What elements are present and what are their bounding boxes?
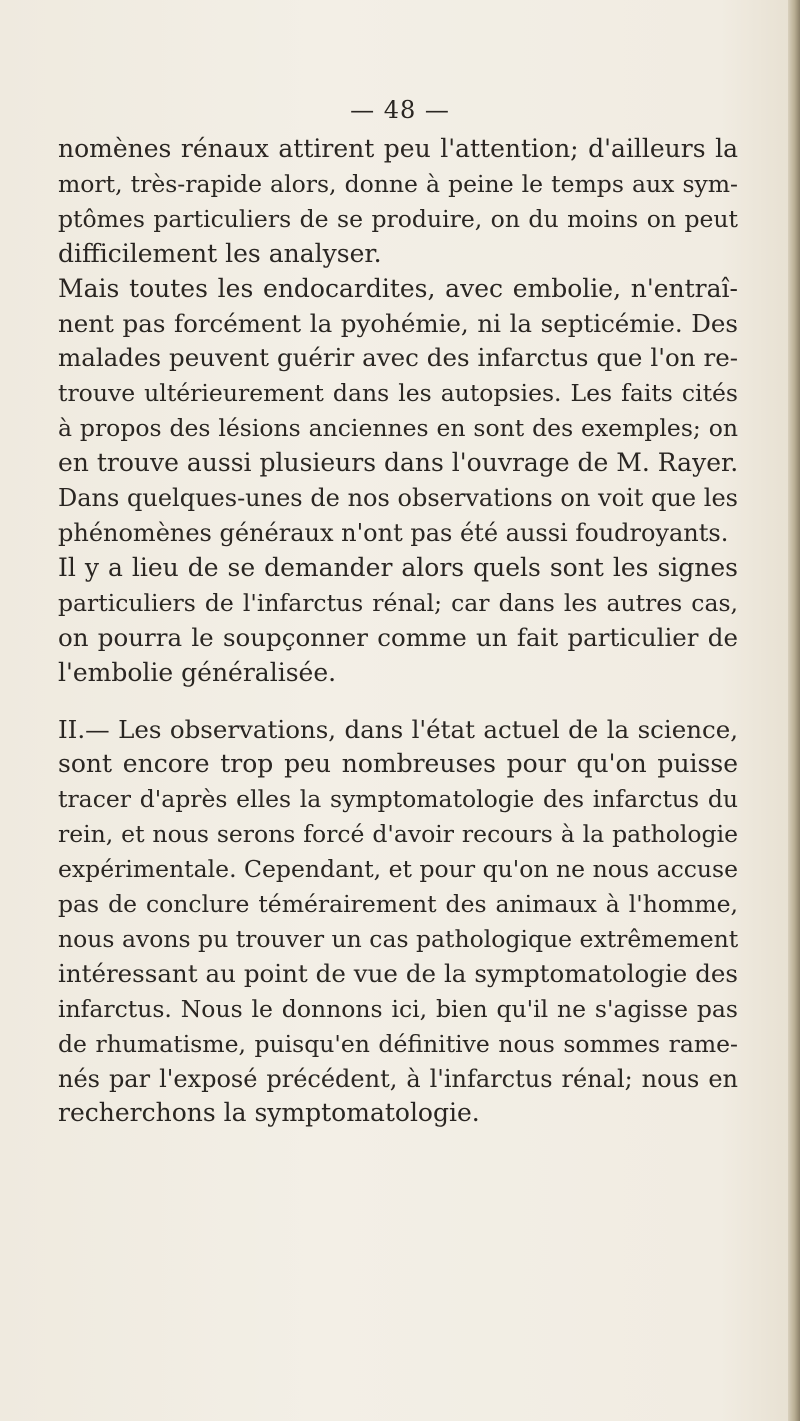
text-line: Mais toutes les endocardites, avec embolie, n'entraî- [58,273,738,303]
text-line: tracer d'après elles la symptomatologie des infarctus du [58,785,738,814]
text-line: expérimentale. Cependant, et pour qu'on ne nous accuse [58,855,738,884]
text-line: phénomènes généraux n'ont pas été aussi foudroyants. [58,518,729,547]
text-line: particuliers de l'infarctus rénal; car dans les autres cas, [58,588,738,617]
text-line: ptômes particuliers de se produire, on du moins on peut [58,204,738,233]
text-line: intéressant au point de vue de la symptomatologie des [58,958,738,988]
text-line: à propos des lésions anciennes en sont des exemples; on [58,414,738,443]
text-line: recherchons la symptomatologie. [58,1098,480,1128]
text-line: mort, très-rapide alors, donne à peine le temps aux sym- [58,169,738,198]
text-line: on pourra le soupçonner comme un fait particulier de [58,622,738,652]
text-line: difficilement les analyser. [58,238,382,268]
text-line: nés par l'exposé précédent, à l'infarctus rénal; nous en [58,1064,738,1093]
text-line: sont encore trop peu nombreuses pour qu'on puisse [58,749,738,779]
text-line: rein, et nous serons forcé d'avoir recours à la pathologie [58,820,738,849]
body-text [58,132,738,1131]
text-line: pas de conclure témérairement des animaux à l'homme, [58,890,738,919]
paragraph [58,551,738,691]
page-number: — 48 — [350,96,450,124]
text-line: trouve ultérieurement dans les autopsies. Les faits cités [58,379,738,408]
text-line: de rhumatisme, puisqu'en définitive nous sommes rame- [58,1029,738,1058]
text-line: nent pas forcément la pyohémie, ni la septicémie. Des [58,308,738,338]
text-line: II.— Les observations, dans l'état actuel de la science, [58,714,738,744]
text-line: Dans quelques-unes de nos observations on voit que les [58,484,738,513]
text-line: en trouve aussi plusieurs dans l'ouvrage de M. Rayer. [58,448,739,478]
text-line: nous avons pu trouver un cas pathologique extrêmement [58,924,739,953]
paragraph [58,713,738,1132]
section-gap [58,691,738,713]
paragraph [58,132,738,272]
text-line: infarctus. Nous le donnons ici, bien qu'il ne s'agisse pas [58,994,738,1023]
text-line: Il y a lieu de se demander alors quels sont les signes [58,552,738,582]
page-edge-shadow [788,0,800,1421]
text-line: l'embolie généralisée. [58,657,337,687]
text-line: malades peuvent guérir avec des infarctus que l'on re- [58,343,738,373]
paragraph [58,272,738,551]
text-line: nomènes rénaux attirent peu l'attention; d'ailleurs la [58,134,738,163]
